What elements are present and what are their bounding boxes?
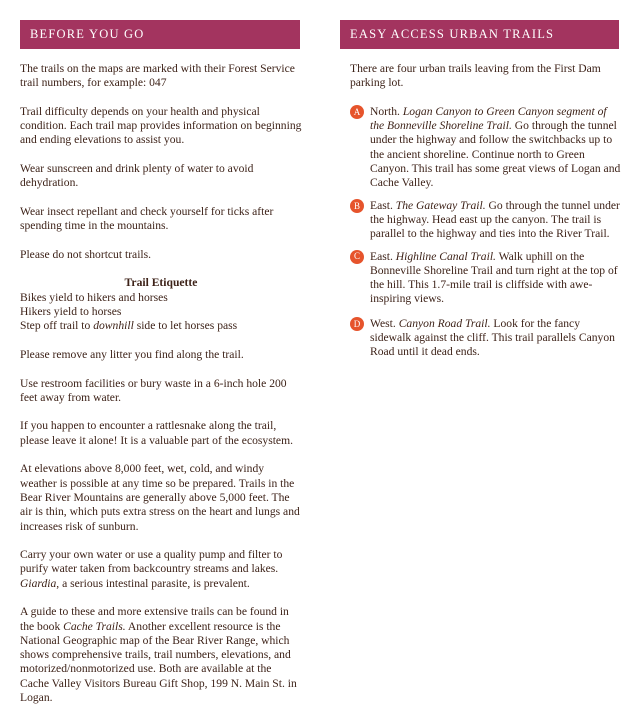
- before-you-go-column: [20, 20, 302, 720]
- trail-etiquette: [20, 276, 302, 333]
- insect-note: Wear insect repellant and check yourself for ticks after spending time in the mountains.: [20, 204, 274, 233]
- sunscreen-note: Wear sunscreen and drink plenty of water to avoid dehydration.: [20, 162, 254, 190]
- before-you-go-heading: BEFORE YOU GO: [20, 20, 300, 49]
- etiquette-line: Bikes yield to hikers and horses: [20, 290, 168, 304]
- trail-item-c: [350, 250, 622, 307]
- trail-item-b: [350, 199, 622, 242]
- water-note: Carry your own water or use a quality pump and filter to purify water taken from backcountry streams and lakes. Giardia, a serious intestinal parasite, is prevalent.: [20, 548, 283, 590]
- trail-marker-a-icon: A: [350, 105, 364, 119]
- trail-marker-d-icon: D: [350, 317, 364, 331]
- litter-note: Please remove any litter you find along the trail.: [20, 347, 244, 361]
- etiquette-line: Step off trail to downhill side to let horses pass: [20, 319, 238, 333]
- urban-trails-heading: EASY ACCESS URBAN TRAILS: [340, 20, 619, 49]
- trail-item-a: [350, 105, 622, 191]
- trail-marker-c-icon: C: [350, 250, 364, 264]
- trail-item-d: [350, 317, 622, 360]
- trail-description: West. Canyon Road Trail. Look for the fancy sidewalk against the cliff. This trail parallels Canyon Road until it dead ends.: [370, 316, 615, 359]
- shortcut-note: Please do not shortcut trails.: [20, 247, 152, 261]
- rattlesnake-note: If you happen to encounter a rattlesnake along the trail, please leave it alone! It is a valuable part of the ecosystem.: [20, 419, 293, 447]
- restroom-note: Use restroom facilities or bury waste in a 6-inch hole 200 feet away from water.: [20, 376, 287, 404]
- difficulty-note: Trail difficulty depends on your health and physical condition. Each trail map provides information on beginning and ending elevations to assist you.: [20, 104, 302, 147]
- guide-note: A guide to these and more extensive trails can be found in the book Cache Trails. Another excellent resource is the National Geographic map of the Bear River Range, which shows comprehensive trails, trail numbers, elevations, and motorized/nonmotorized use. Both are available at the Cache Valley Visitors Bureau Gift Shop, 199 N. Main St. in Logan.: [20, 605, 297, 705]
- elevation-note: At elevations above 8,000 feet, wet, cold, and windy weather is possible at any time so be prepared. Trails in the Bear River Mountains are generally above 5,000 feet. The air is thin, which puts extra stress on the heart and lungs and increases risk of sunburn.: [20, 462, 300, 533]
- before-you-go-body: [20, 49, 302, 705]
- trail-numbers-note: The trails on the maps are marked with their Forest Service trail numbers, for example: 047: [20, 62, 295, 90]
- urban-trails-column: [340, 20, 622, 368]
- urban-trails-intro: There are four urban trails leaving from the First Dam parking lot.: [350, 62, 601, 90]
- trail-description: East. The Gateway Trail. Go through the tunnel under the highway. Head east up the canyon. The trail is parallel to the highway and ties into the River Trail.: [370, 198, 620, 241]
- etiquette-title: Trail Etiquette: [124, 276, 198, 290]
- trail-marker-b-icon: B: [350, 199, 364, 213]
- urban-trails-body: [340, 49, 622, 360]
- trail-description: East. Highline Canal Trail. Walk uphill on the Bonneville Shoreline Trail and turn right at the top of the hill. This 1.7-mile trail is cliffside with awe-inspiring views.: [370, 249, 618, 306]
- trail-description: North. Logan Canyon to Green Canyon segment of the Bonneville Shoreline Trail. Go through the tunnel under the highway and follow the switchbacks up to the ancient shoreline. Continue north to Green Canyon. This trail has some great views of Logan and Cache Valley.: [370, 104, 621, 190]
- etiquette-line: Hikers yield to horses: [20, 305, 122, 319]
